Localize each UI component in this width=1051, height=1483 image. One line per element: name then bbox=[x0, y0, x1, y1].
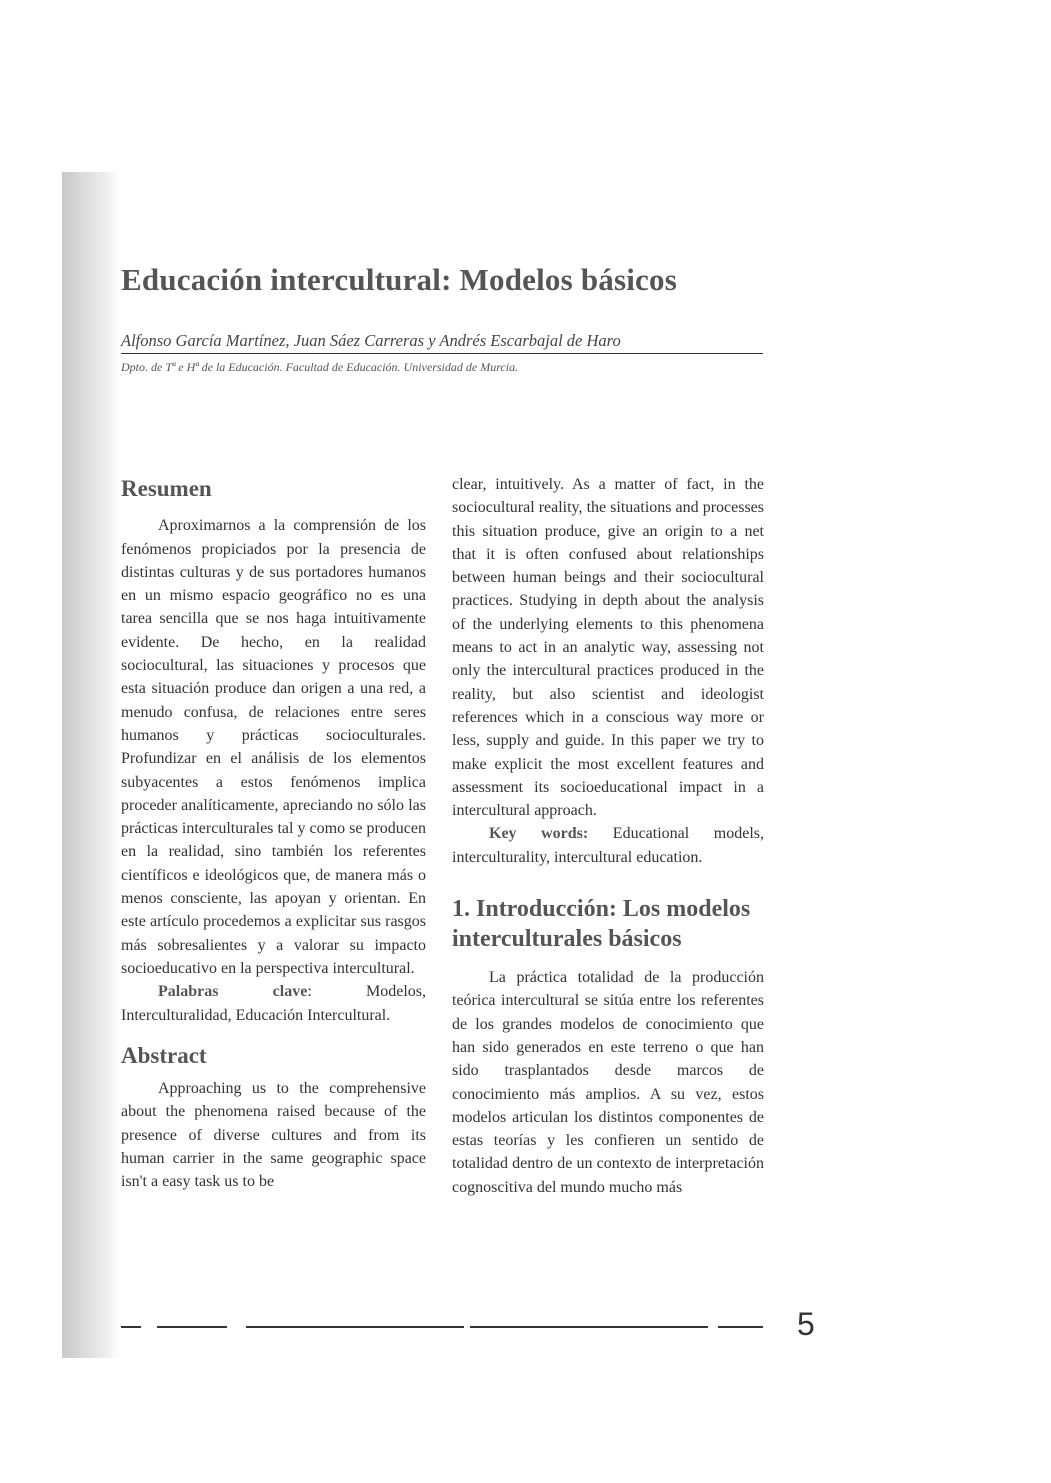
page-shadow bbox=[62, 172, 120, 1358]
keywords-label: Palabras clave bbox=[158, 983, 308, 1001]
resumen-body: Aproximarnos a la comprensión de los fenómenos propiciados por la presencia de distintas culturas y de sus portadores humanos en un mismo espacio geográfico no es una tarea sencilla que se nos haga intuitivamente evidente. De hecho, en la realidad sociocultural, las situaciones y procesos que esta situación produce dan origen a una red, a menudo confusa, de relaciones entre seres humanos y prácticas socioculturales. Profundizar en el análisis de los elementos subyacentes a estos fenómenos implica proceder analíticamente, apreciando no sólo las prácticas interculturales tal y como se producen en la realidad, sino también los referentes científicos e ideológicos que, de manera más o menos consciente, las apoyan y orientan. En este artículo procedemos a explicitar sus rasgos más sobresalientes y a valorar su impacto socioeducativo en la perspectiva intercultural. bbox=[121, 517, 426, 977]
footer-rule-segment bbox=[718, 1326, 763, 1328]
footer-rule-segment bbox=[157, 1326, 227, 1328]
author-line: Alfonso García Martínez, Juan Sáez Carreras y Andrés Escarbajal de Haro bbox=[121, 331, 763, 354]
right-column bbox=[452, 473, 764, 1199]
keywords-text: : Modelos, Interculturalidad, Educación Intercultural. bbox=[121, 983, 426, 1024]
page-number: 5 bbox=[797, 1306, 815, 1342]
article-title: Educación intercultural: Modelos básicos bbox=[121, 262, 677, 297]
footer-rule-segment bbox=[470, 1326, 708, 1328]
key-words-text: Educational models, interculturality, intercultural education. bbox=[452, 825, 765, 866]
abstract-body-continued: clear, intuitively. As a matter of fact, in the sociocultural reality, the situations and processes this situation produce, give an origin to a net that it is often confused about relationships between human beings and their sociocultural practices. Studying in depth about the analysis of the underlying elements to this phenomena means to act in an analytic way, assessing not only the intercultural practices produced in the reality, but also scientist and ideologist references which in a conscious way more or less, supply and guide. In this paper we try to make explicit the most excellent features and assessment its socioeducational impact in a intercultural approach. bbox=[452, 476, 764, 820]
key-words-label: Key words: bbox=[489, 825, 589, 843]
footer-rule-segment bbox=[246, 1326, 464, 1328]
abstract-body-start: Approaching us to the comprehensive about the phenomena raised because of the presence of diverse cultures and from its human carrier in the same geographic space isn't a easy task us to be bbox=[121, 1080, 426, 1191]
footer-rule-segment bbox=[121, 1326, 141, 1328]
resumen-keywords bbox=[121, 980, 426, 1027]
resumen-heading: Resumen bbox=[121, 476, 212, 501]
intro-body: La práctica totalidad de la producción teórica intercultural se sitúa entre los referentes de los grandes modelos de conocimiento que han sido generados en este terreno o que han sido trasplantados desde marcos de conocimiento más amplios. A su vez, estos modelos articulan los distintos componentes de estas teorías y les confieren un sentido de totalidad dentro de un contexto de interpretación cognoscitiva del mundo mucho más bbox=[452, 969, 764, 1196]
left-column bbox=[121, 473, 426, 1194]
abstract-keywords bbox=[452, 822, 764, 869]
affiliation: Dpto. de Tª e Hª de la Educación. Facultad de Educación. Universidad de Murcia. bbox=[121, 360, 519, 374]
intro-heading: 1. Introducción: Los modelos interculturales básicos bbox=[452, 896, 751, 953]
abstract-heading: Abstract bbox=[121, 1042, 207, 1068]
